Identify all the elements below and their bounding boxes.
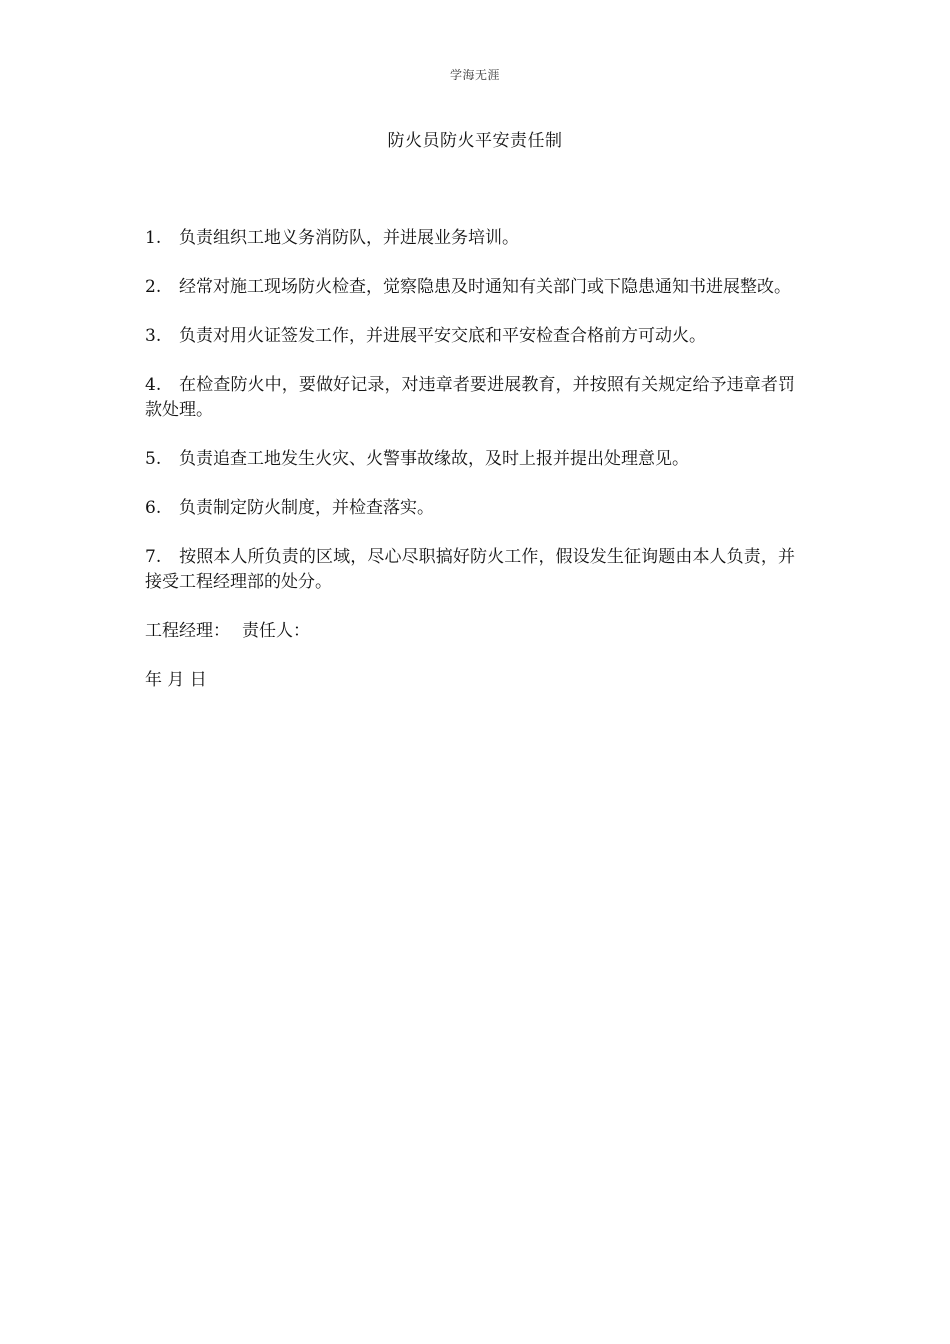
list-item bbox=[145, 324, 795, 349]
signature-line bbox=[145, 619, 795, 644]
item-text: 在检查防火中，要做好记录，对违章者要进展教育，并按照有关规定给予违章者罚款处理。 bbox=[145, 375, 795, 420]
item-number: 5. bbox=[145, 449, 162, 469]
list-item bbox=[145, 275, 795, 300]
list-item bbox=[145, 226, 795, 251]
item-text: 负责追查工地发生火灾、火警事故缘故，及时上报并提出处理意见。 bbox=[179, 449, 689, 469]
item-text: 负责组织工地义务消防队，并进展业务培训。 bbox=[179, 228, 519, 248]
item-number: 2. bbox=[145, 277, 162, 297]
item-number: 1. bbox=[145, 228, 162, 248]
responsible-label: 责任人： bbox=[242, 621, 310, 641]
item-text: 负责对用火证签发工作，并进展平安交底和平安检查合格前方可动火。 bbox=[179, 326, 706, 346]
date-line: 年 月 日 bbox=[145, 670, 207, 690]
list-item bbox=[145, 496, 795, 521]
item-number: 4. bbox=[145, 375, 162, 395]
item-text: 经常对施工现场防火检查，觉察隐患及时通知有关部门或下隐患通知书进展整改。 bbox=[179, 277, 791, 297]
header-note: 学海无涯 bbox=[449, 68, 500, 82]
item-text: 负责制定防火制度，并检查落实。 bbox=[179, 498, 434, 518]
list-item bbox=[145, 447, 795, 472]
item-number: 3. bbox=[145, 326, 162, 346]
document-body bbox=[145, 226, 795, 717]
manager-label: 工程经理： bbox=[145, 621, 230, 641]
item-number: 7. bbox=[145, 547, 162, 567]
item-text: 按照本人所负责的区域，尽心尽职搞好防火工作，假设发生征询题由本人负责，并接受工程经理部的处分。 bbox=[145, 547, 795, 592]
document-title: 防火员防火平安责任制 bbox=[387, 131, 563, 151]
list-item bbox=[145, 373, 795, 423]
list-item bbox=[145, 545, 795, 595]
item-number: 6. bbox=[145, 498, 162, 518]
